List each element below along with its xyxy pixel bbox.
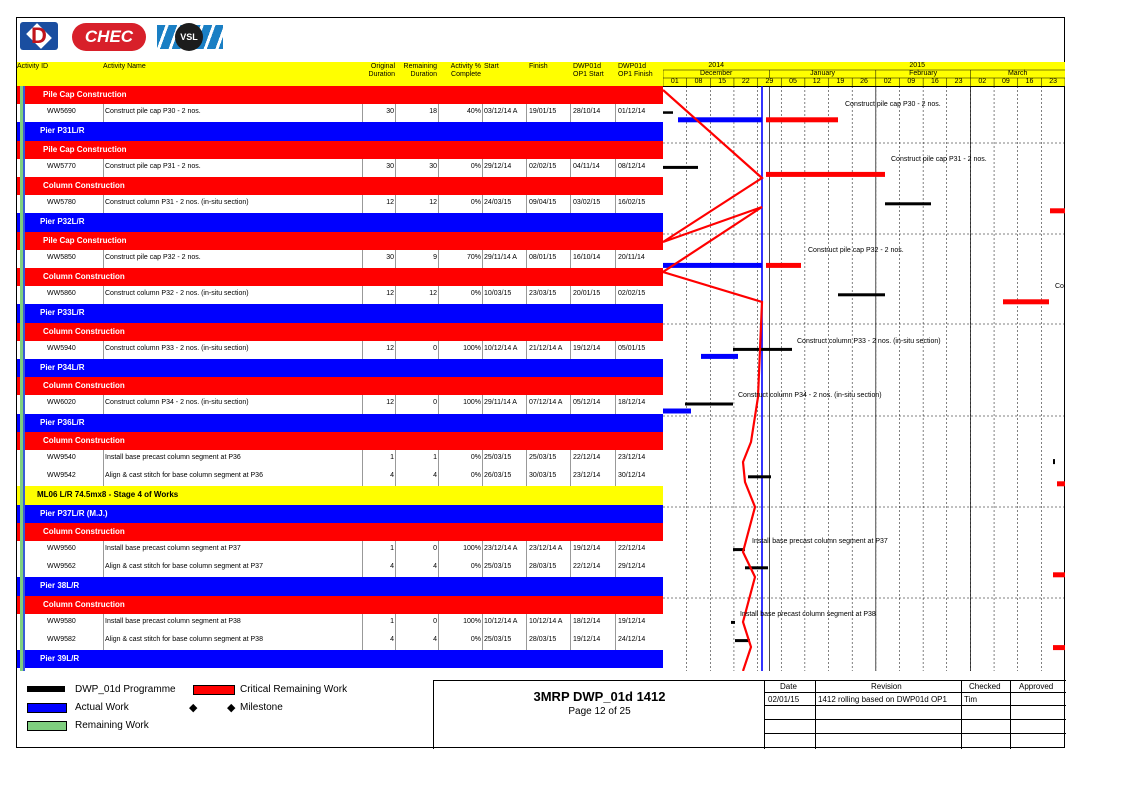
wbs-group-row: [17, 377, 663, 395]
activity-name: Align & cast stitch for base column segment at P38: [105, 636, 263, 643]
original-duration: 30: [386, 108, 394, 116]
activity-id: WW5850: [47, 253, 76, 261]
start-date: 29/12/14: [484, 162, 512, 170]
critical-remaining-bar: [766, 172, 885, 177]
remaining-duration: 1: [433, 454, 437, 461]
percent-complete: 0%: [470, 454, 481, 461]
finish-date: 09/04/15: [529, 199, 557, 207]
activity-id: WW9580: [47, 617, 76, 625]
percent-complete: 40%: [466, 108, 481, 116]
table-row: [17, 159, 663, 178]
original-duration: 4: [390, 636, 394, 643]
wbs-group-row: [17, 268, 663, 286]
actual-work-bar: [678, 117, 762, 122]
op1-finish-date: 24/12/14: [618, 636, 646, 643]
table-header: [17, 62, 663, 87]
remaining-duration: 18: [429, 108, 437, 116]
group-label: Column Construction: [43, 381, 125, 391]
original-duration: 4: [390, 563, 394, 571]
critical-remaining-bar: [1053, 572, 1065, 577]
activity-name: Construct column P34 - 2 nos. (in-situ section): [105, 399, 249, 407]
op1-finish-date: 23/12/14: [618, 454, 646, 461]
programme-bar: [663, 166, 698, 169]
original-duration: 4: [390, 472, 394, 480]
week-label: 29: [765, 78, 774, 85]
table-row: [17, 395, 663, 414]
percent-complete: 0%: [470, 472, 481, 480]
op1-start-date: 23/12/14: [573, 472, 601, 480]
rev-header-checked: Checked: [969, 682, 1001, 691]
critical-remaining-bar: [766, 263, 801, 268]
group-label: Column Construction: [43, 272, 125, 281]
remaining-duration: 12: [429, 199, 437, 207]
year-label: 2014: [708, 62, 724, 69]
original-duration: 30: [386, 253, 394, 261]
rev-checked: Tim: [964, 695, 978, 704]
pier-group-row: [17, 577, 663, 595]
group-label: Column Construction: [43, 526, 125, 536]
col-op1-finish-l2: OP1 Finish: [618, 71, 653, 78]
wbs-group-row: [17, 323, 663, 341]
rev-header-approved: Approved: [1019, 682, 1054, 691]
week-label: 22: [741, 78, 750, 85]
bar-label: Install base precast column segment at P37: [752, 538, 888, 545]
critical-path-line: [663, 90, 762, 671]
month-label: March: [1007, 70, 1028, 77]
week-label: 23: [1049, 78, 1058, 85]
percent-complete: 0%: [470, 199, 481, 207]
table-row: [17, 614, 663, 633]
week-label: 09: [907, 78, 916, 85]
pier-group-row: [17, 213, 663, 231]
op1-finish-date: 16/02/15: [618, 199, 646, 207]
actual-work-strip: [23, 86, 25, 671]
wbs-group-row: [17, 596, 663, 614]
activity-name: Align & cast stitch for base column segment at P36: [105, 472, 263, 480]
op1-start-date: 22/12/14: [573, 563, 601, 571]
finish-date: 02/02/15: [529, 162, 557, 170]
group-label: Pier P37L/R (M.J.): [40, 508, 108, 518]
week-label: 19: [836, 78, 845, 85]
week-label: 26: [860, 78, 868, 85]
wbs-group-row: [17, 232, 663, 250]
programme-bar: [745, 566, 768, 569]
group-label: Pier P32L/R: [40, 217, 85, 227]
col-activity-complete: [441, 63, 481, 79]
percent-complete: 0%: [470, 162, 481, 170]
group-label: Pile Cap Construction: [43, 144, 127, 154]
activity-name: Construct column P31 - 2 nos. (in-situ section): [105, 199, 249, 207]
gantt-chart: [663, 62, 1065, 671]
finish-date: 21/12/14 A: [529, 344, 563, 352]
activity-id: WW5940: [47, 344, 76, 352]
week-label: 08: [694, 78, 703, 85]
programme-bar: [731, 621, 735, 624]
bar-label: Co: [1055, 283, 1064, 291]
remaining-duration: 4: [433, 472, 437, 480]
start-date: 25/03/15: [484, 636, 512, 643]
week-label: 05: [789, 78, 797, 85]
col-op1-start-l1: DWP01d: [573, 63, 602, 70]
col-op1-finish: [618, 63, 653, 79]
finish-date: 08/01/15: [529, 253, 557, 261]
month-label: February: [909, 70, 938, 77]
group-label: Pier 39L/R: [40, 654, 80, 664]
op1-start-date: 16/10/14: [573, 253, 601, 261]
chec-logo: CHEC: [72, 23, 146, 51]
percent-complete: 100%: [463, 399, 481, 407]
op1-start-date: 19/12/14: [573, 636, 601, 643]
start-date: 24/03/15: [484, 199, 512, 207]
bar-label: Construct pile cap P30 - 2 nos.: [845, 101, 941, 109]
year-label: 2015: [909, 62, 925, 69]
op1-start-date: 05/12/14: [573, 399, 601, 407]
revision-block: [764, 680, 1066, 749]
week-label: 15: [718, 78, 726, 85]
col-remaining-duration-l1: Remaining: [403, 63, 437, 70]
start-date: 29/11/14 A: [484, 399, 517, 407]
dragages-logo-letter: D: [31, 23, 47, 48]
activity-name: Construct column P33 - 2 nos. (in-situ section): [105, 344, 249, 352]
col-start: Start: [484, 63, 499, 70]
start-date: 26/03/15: [484, 472, 512, 480]
gantt-svg: [663, 62, 1065, 671]
table-row: [17, 450, 663, 469]
month-label: January: [810, 70, 836, 77]
op1-finish-date: 20/11/14: [618, 253, 645, 261]
bar-label: Construct column P33 - 2 nos. (in-situ section): [797, 337, 941, 345]
finish-date: 28/03/15: [529, 636, 557, 643]
remaining-duration: 0: [433, 617, 437, 625]
table-row: [17, 468, 663, 487]
percent-complete: 0%: [470, 563, 481, 571]
activity-name: Construct pile cap P30 - 2 nos.: [105, 108, 201, 116]
percent-complete: 100%: [463, 344, 481, 352]
col-remaining-duration: [399, 63, 437, 79]
percent-complete: 100%: [463, 545, 481, 552]
original-duration: 12: [386, 199, 394, 207]
actual-work-bar: [663, 263, 762, 268]
programme-bar: [685, 403, 733, 406]
op1-finish-date: 18/12/14: [618, 399, 646, 407]
activity-name: Align & cast stitch for base column segment at P37: [105, 563, 263, 571]
start-date: 10/12/14 A: [484, 344, 518, 352]
pier-group-row: [17, 414, 663, 432]
col-activity-complete-l1: Activity %: [450, 63, 481, 70]
actual-work-bar: [701, 354, 738, 359]
group-label: Pier P31L/R: [40, 126, 85, 136]
activity-name: Install base precast column segment at P37: [105, 545, 241, 552]
op1-start-date: 20/01/15: [573, 290, 601, 298]
activity-name: Construct pile cap P31 - 2 nos.: [105, 162, 201, 170]
bar-label: Construct column P34 - 2 nos. (in-situ section): [738, 392, 882, 400]
remaining-duration: 4: [433, 636, 437, 643]
col-original-duration-l2: Duration: [368, 71, 395, 78]
pier-group-row: [17, 650, 663, 668]
week-label: 02: [883, 78, 892, 85]
activity-id: WW5780: [47, 199, 76, 207]
remaining-duration: 0: [433, 399, 437, 407]
op1-start-date: 28/10/14: [573, 108, 601, 116]
table-row: [17, 632, 663, 651]
percent-complete: 0%: [470, 636, 481, 643]
remaining-duration: 0: [433, 545, 437, 552]
op1-finish-date: 08/12/14: [618, 162, 646, 170]
legend-actual-label: Actual Work: [75, 702, 129, 713]
programme-bar: [1053, 459, 1055, 464]
finish-date: 25/03/15: [529, 454, 557, 461]
wbs-group-row: [17, 177, 663, 195]
activity-name: Install base precast column segment at P38: [105, 617, 241, 625]
start-date: 10/03/15: [484, 290, 512, 298]
col-original-duration-l1: Original: [370, 63, 395, 70]
op1-start-date: 03/02/15: [573, 199, 601, 207]
week-label: 12: [812, 78, 821, 85]
wbs-group-row: [17, 86, 663, 104]
wbs-group-row: [17, 432, 663, 450]
op1-finish-date: 19/12/14: [618, 617, 646, 625]
original-duration: 1: [390, 617, 394, 625]
programme-bar: [733, 348, 792, 351]
op1-finish-date: 05/01/15: [618, 344, 646, 352]
original-duration: 1: [390, 454, 394, 461]
milestone-diamond-icon: ◆: [189, 702, 198, 714]
title-block: [433, 680, 765, 749]
week-label: 16: [931, 78, 939, 85]
legend-critical-swatch: [193, 685, 235, 695]
rev-header-revision: Revision: [871, 682, 902, 691]
programme-bar: [885, 202, 931, 205]
legend-remaining-swatch: [27, 721, 67, 731]
start-date: 03/12/14 A: [484, 108, 518, 116]
programme-bar: [838, 293, 885, 296]
rev-header-date: Date: [780, 682, 797, 691]
legend: [17, 680, 433, 748]
activity-id: WW9542: [47, 472, 76, 480]
group-label: Pier P34L/R: [40, 363, 85, 372]
legend-programme-label: DWP_01d Programme: [75, 684, 176, 695]
col-activity-complete-l2: Complete: [451, 71, 481, 78]
table-row: [17, 250, 663, 269]
start-date: 25/03/15: [484, 454, 512, 461]
remaining-duration: 0: [433, 344, 437, 352]
remaining-duration: 9: [433, 253, 437, 261]
week-label: 16: [1025, 78, 1034, 85]
finish-date: 19/01/15: [529, 108, 557, 116]
start-date: 29/11/14 A: [484, 253, 517, 261]
critical-remaining-bar: [766, 117, 838, 122]
rev-date: 02/01/15: [768, 695, 800, 704]
milestone-diamond-icon-2: ◆: [227, 702, 236, 714]
group-label: Pier 38L/R: [40, 581, 80, 591]
table-row: [17, 286, 663, 305]
bar-label: Construct pile cap P32 - 2 nos.: [808, 246, 904, 254]
pier-group-row: [17, 122, 663, 140]
group-label: Column Construction: [43, 326, 125, 336]
rev-text: 1412 rolling based on DWP01d OP1: [818, 695, 947, 704]
group-label: Column Construction: [43, 435, 125, 445]
group-label: ML06 L/R 74.5mx8 - Stage 4 of Works: [37, 490, 179, 500]
legend-critical-label: Critical Remaining Work: [240, 684, 348, 695]
group-label: Pile Cap Construction: [43, 235, 127, 245]
col-op1-finish-l1: DWP01d: [618, 63, 647, 70]
remaining-duration: 4: [433, 563, 437, 571]
activity-id: WW9582: [47, 636, 76, 643]
remaining-duration: 12: [429, 290, 437, 298]
table-row: [17, 195, 663, 214]
col-original-duration: [363, 63, 395, 79]
stage-group-row: [17, 486, 663, 504]
company-logos: [20, 20, 240, 62]
week-label: 09: [1001, 78, 1010, 85]
start-date: 23/12/14 A: [484, 545, 518, 552]
page-number: Page 12 of 25: [568, 706, 631, 717]
activity-name: Construct pile cap P32 - 2 nos.: [105, 253, 201, 261]
activity-id: WW5860: [47, 290, 76, 298]
col-activity-id: Activity ID: [17, 63, 49, 70]
critical-remaining-bar: [1057, 481, 1065, 486]
op1-finish-date: 01/12/14: [618, 108, 646, 116]
table-row: [17, 341, 663, 360]
month-label: December: [700, 70, 733, 77]
op1-finish-date: 29/12/14: [618, 563, 646, 571]
vsl-logo-text: VSL: [175, 23, 203, 51]
week-label: 02: [978, 78, 987, 85]
legend-programme-swatch: [27, 686, 65, 692]
start-date: 10/12/14 A: [484, 617, 518, 625]
vsl-logo: [157, 23, 223, 51]
activity-id: WW6020: [47, 399, 76, 407]
op1-start-date: 19/12/14: [573, 545, 601, 552]
original-duration: 12: [386, 290, 394, 298]
pier-group-row: [17, 359, 663, 377]
op1-finish-date: 22/12/14: [618, 545, 646, 552]
finish-date: 23/03/15: [529, 290, 557, 298]
programme-bar: [663, 111, 673, 114]
group-label: Pile Cap Construction: [43, 90, 127, 99]
remaining-duration: 30: [429, 162, 437, 170]
table-row: [17, 559, 663, 578]
original-duration: 30: [386, 162, 394, 170]
finish-date: 07/12/14 A: [529, 399, 563, 407]
bar-label: Install base precast column segment at P38: [740, 610, 876, 618]
activity-id: WW9560: [47, 545, 76, 552]
critical-remaining-bar: [1003, 299, 1049, 304]
op1-finish-date: 02/02/15: [618, 290, 646, 298]
op1-finish-date: 30/12/14: [618, 472, 646, 480]
op1-start-date: 19/12/14: [573, 344, 601, 352]
col-finish: Finish: [529, 63, 548, 70]
start-date: 25/03/15: [484, 563, 512, 571]
finish-date: 30/03/15: [529, 472, 557, 480]
percent-complete: 0%: [470, 290, 481, 298]
op1-start-date: 18/12/14: [573, 617, 601, 625]
activity-id: WW5690: [47, 108, 76, 116]
col-activity-name: Activity Name: [103, 63, 146, 70]
group-label: Pier P33L/R: [40, 308, 85, 318]
table-row: [17, 104, 663, 123]
critical-remaining-bar: [1050, 208, 1065, 213]
activity-id: WW5770: [47, 162, 76, 170]
pier-group-row: [17, 505, 663, 523]
legend-remaining-label: Remaining Work: [75, 720, 149, 731]
col-remaining-duration-l2: Duration: [410, 71, 437, 78]
document-title: 3MRP DWP_01d 1412: [533, 689, 666, 704]
wbs-group-row: [17, 141, 663, 159]
week-label: 01: [670, 78, 679, 85]
original-duration: 12: [386, 344, 394, 352]
original-duration: 12: [386, 399, 394, 407]
col-op1-start-l2: OP1 Start: [573, 71, 604, 78]
table-row: [17, 541, 663, 560]
wbs-group-row: [17, 523, 663, 541]
group-label: Column Construction: [43, 599, 125, 609]
finish-date: 10/12/14 A: [529, 617, 563, 625]
week-label: 23: [954, 78, 963, 85]
activity-id: WW9540: [47, 454, 76, 461]
bar-label: Construct pile cap P31 - 2 nos.: [891, 155, 987, 163]
activity-id: WW9562: [47, 563, 76, 571]
percent-complete: 70%: [466, 253, 481, 261]
activity-name: Install base precast column segment at P36: [105, 454, 241, 461]
col-op1-start: [573, 63, 604, 79]
programme-bar: [748, 475, 771, 478]
pier-group-row: [17, 304, 663, 322]
op1-start-date: 04/11/14: [573, 162, 600, 170]
finish-date: 28/03/15: [529, 563, 557, 571]
activity-name: Construct column P32 - 2 nos. (in-situ section): [105, 290, 249, 298]
legend-milestone-label: Milestone: [240, 702, 283, 713]
original-duration: 1: [390, 545, 394, 552]
actual-work-bar: [663, 409, 691, 414]
group-label: Column Construction: [43, 181, 125, 190]
legend-actual-swatch: [27, 703, 67, 713]
percent-complete: 100%: [463, 617, 481, 625]
op1-start-date: 22/12/14: [573, 454, 601, 461]
critical-remaining-bar: [1053, 645, 1065, 650]
finish-date: 23/12/14 A: [529, 545, 563, 552]
group-label: Pier P36L/R: [40, 417, 85, 427]
